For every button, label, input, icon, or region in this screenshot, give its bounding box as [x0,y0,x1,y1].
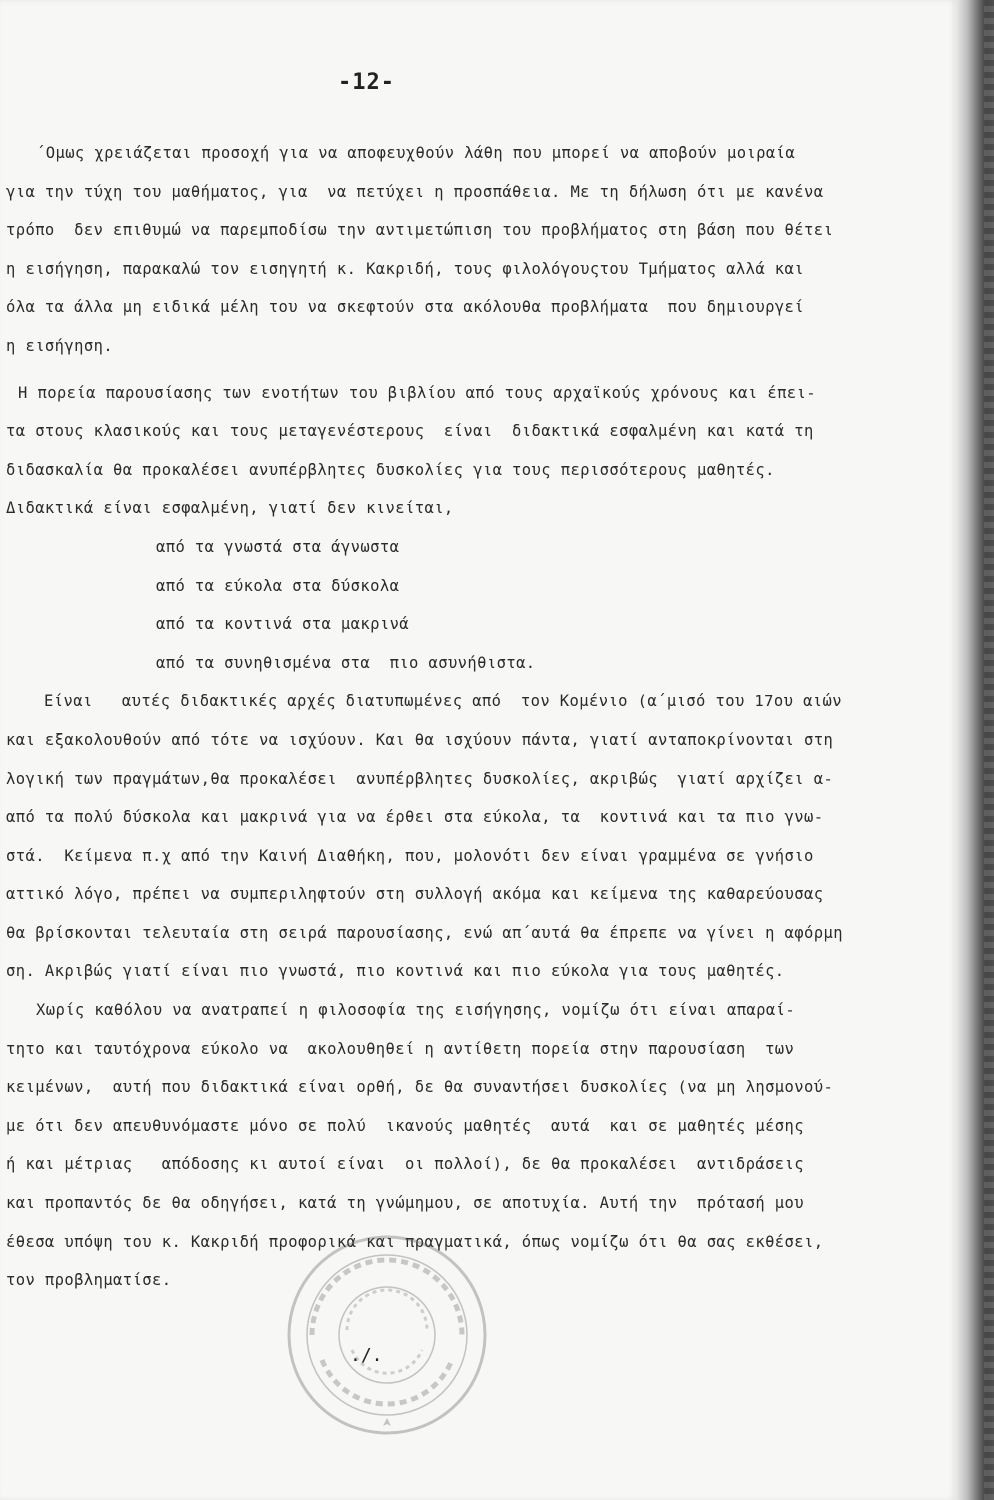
text-line: διδασκαλία θα προκαλέσει ανυπέρβλητες δυσκολίες για τους περισσότερους μαθητές. [6,460,775,479]
text-line: τον προβληματίσε. [6,1271,172,1290]
text-line: με ότι δεν απευθυνόμαστε μόνο σε πολύ ικανούς μαθητές αυτά και σε μαθητές μέσης [6,1116,805,1135]
text-line: όλα τα άλλα μη ειδικά μέλη του να σκεφτούν στα ακόλουθα προβλήματα που δημιουργεί [6,298,805,317]
text-line: και προπαντός δε θα οδηγήσει, κατά τη γνώμημου, σε αποτυχία. Αυτή την πρότασή μου [6,1194,805,1213]
text-line: από τα κοντινά στα μακρινά [156,615,410,634]
text-line: τρόπο δεν επιθυμώ να παρεμποδίσω την αντιμετώπιση του προβλήματος στη βάση που θέτει [6,221,834,240]
text-line: ή και μέτριας απόδοσης κι αυτοί είναι οι πολλοί), δε θα προκαλέσει αντιδράσεις [6,1155,805,1174]
text-line: ΄Ομως χρειάζεται προσοχή για να αποφευχθούν λάθη που μπορεί να αποβούν μοιραία [36,144,796,162]
official-stamp-icon [282,1230,492,1440]
text-line: και εξακολουθούν από τότε να ισχύουν. Και θα ισχύουν πάντα, γιατί ανταποκρίνονται στη [6,730,834,749]
text-line: αττικό λόγο, πρέπει να συμπεριληφτούν στη συλλογή ακόμα και κείμενα της καθαρεύουσας [6,885,824,904]
page-number: -12- [338,70,395,95]
text-line: για την τύχη του μαθήματος, για να πετύχει η προσπάθεια. Με τη δήλωση ότι με κανένα [6,182,824,201]
text-line: τα στους κλασικούς και τους μεταγενέστερους είναι διδακτικά εσφαλμένη και κατά τη [6,422,814,441]
text-line: Χωρίς καθόλου να ανατραπεί η φιλοσοφία της εισήγησης, νομίζω ότι είναι απαραί- [36,1001,796,1020]
text-line: Είναι αυτές διδακτικές αρχές διατυπωμένες από τον Κομένιο (α΄μισό του 17ου αιών [44,692,843,711]
text-line: από τα συνηθισμένα στα πιο ασυνήθιστα. [156,653,536,672]
document-body [6,134,946,1300]
text-line: η εισήγηση, παρακαλώ τον εισηγητή κ. Κακριδή, τους φιλολόγουςτου Τμήματος αλλά και [6,259,805,278]
text-line: ση. Ακριβώς γιατί είναι πιο γνωστά, πιο κοντινά και πιο εύκολα για τους μαθητές. [6,962,785,981]
text-line: η εισήγηση. [6,336,114,355]
text-line: από τα γνωστά στα άγνωστα [156,537,400,556]
text-line: από τα πολύ δύσκολα και μακρινά για να έρθει στα εύκολα, τα κοντινά και τα πιο γνω- [6,808,824,827]
text-line: κειμένων, αυτή που διδακτικά είναι ορθή, δε θα συναντήσει δυσκολίες (να μη λησμονού- [6,1078,834,1097]
text-line: έθεσα υπόψη του κ. Κακριδή προφορικά και πραγματικά, όπως νομίζω ότι θα σας εκθέσει, [6,1232,824,1251]
text-line: θα βρίσκονται τελευταία στη σειρά παρουσίασης, ενώ απ΄αυτά θα έπρεπε να γίνει η αφόρμη [6,923,843,942]
text-line: Διδακτικά είναι εσφαλμένη, γιατί δεν κινείται, [6,499,454,518]
text-line: τητο και ταυτόχρονα εύκολο να ακολουθηθεί η αντίθετη πορεία στην παρουσίαση των [6,1039,795,1058]
binding-strip [984,0,994,1500]
text-line: από τα εύκολα στα δύσκολα [156,576,400,595]
text-line: Η πορεία παρουσίασης των ενοτήτων του βιβλίου από τους αρχαϊκούς χρόνους και έπει- [18,383,817,402]
text-line: λογική των πραγμάτων,θα προκαλέσει ανυπέρβλητες δυσκολίες, ακριβώς γιατί αρχίζει α- [6,769,834,788]
closing-mark: ./. [350,1345,383,1366]
text-line: στά. Κείμενα π.χ από την Καινή Διαθήκη, που, μολονότι δεν είναι γραμμένα σε γνήσιο [6,846,814,865]
